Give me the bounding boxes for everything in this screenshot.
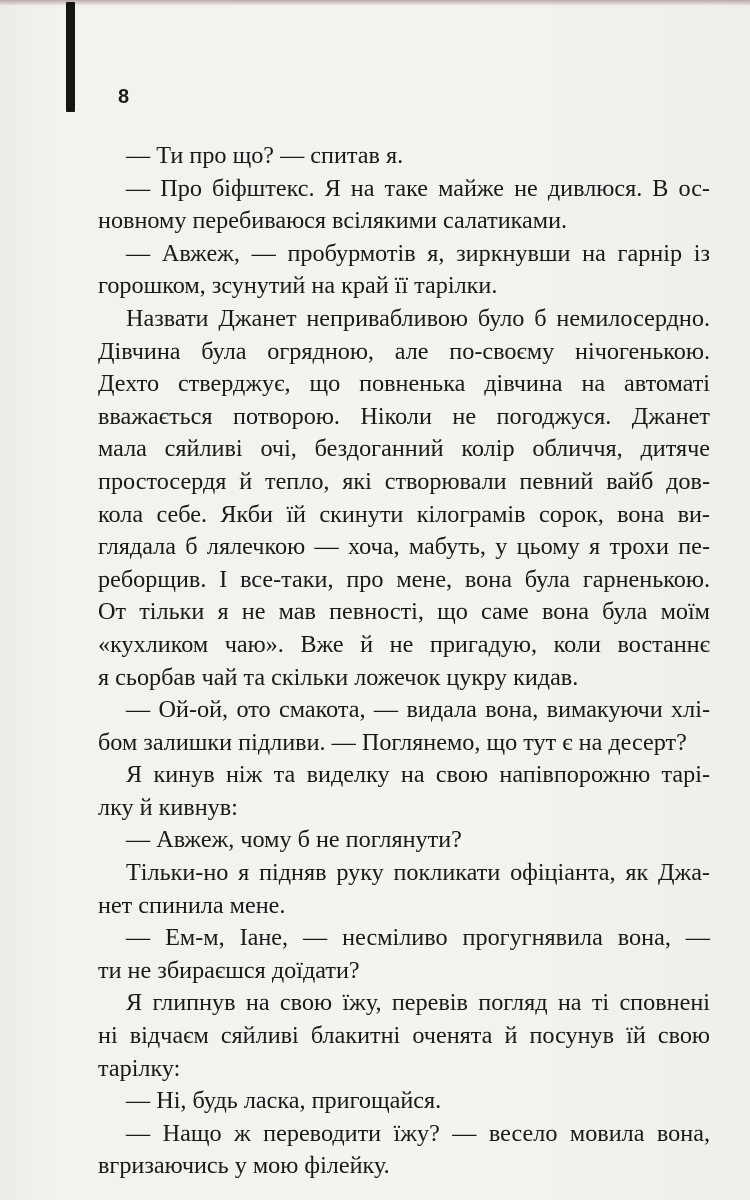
paragraph bbox=[98, 173, 710, 238]
text-line: От тільки я не мав певності, що саме вона була моїм bbox=[98, 598, 710, 626]
text-line: горошком, зсунутий на край її тарілки. bbox=[98, 272, 498, 300]
page-number: 8 bbox=[118, 86, 130, 108]
paragraph bbox=[98, 1118, 710, 1183]
paragraph bbox=[98, 303, 710, 694]
paragraph bbox=[98, 140, 710, 173]
paragraph bbox=[98, 694, 710, 759]
text-line: ні відчаєм сяйливі блакитні оченята й посунув їй свою bbox=[98, 1022, 710, 1050]
text-line: новному перебиваюся всілякими салатиками. bbox=[98, 207, 568, 235]
text-line: Дівчина була огрядною, але по-своєму нічогенькою. bbox=[98, 337, 710, 365]
text-line: я сьорбав чай та скільки ложечок цукру кидав. bbox=[98, 663, 579, 691]
text-line: реборщив. І все-таки, про мене, вона була гарненькою. bbox=[98, 565, 710, 593]
text-line: — Авжеж, — пробурмотів я, зиркнувши на гарнір із bbox=[126, 239, 710, 267]
text-line: кола себе. Якби їй скинути кілограмів сорок, вона ви- bbox=[98, 500, 710, 528]
text-line: простосердя й тепло, які створювали певний вайб дов- bbox=[98, 467, 710, 495]
text-line: тарілку: bbox=[98, 1054, 181, 1082]
text-line: — Ні, будь ласка, пригощайся. bbox=[126, 1087, 442, 1115]
page-top-edge bbox=[0, 0, 750, 6]
paragraph bbox=[98, 987, 710, 1085]
text-line: лку й кивнув: bbox=[98, 793, 238, 821]
paragraph bbox=[98, 922, 710, 987]
text-line: «кухликом чаю». Вже й не пригадую, коли востаннє bbox=[98, 630, 710, 658]
text-line: — Ой-ой, ото смакота, — видала вона, вимакуючи хлі- bbox=[126, 696, 710, 724]
text-line: бом залишки підливи. — Поглянемо, що тут є на десерт? bbox=[98, 728, 687, 756]
text-line: Я глипнув на свою їжу, перевів погляд на ті сповнені bbox=[126, 989, 710, 1017]
text-line: Тільки-но я підняв руку покликати офіціанта, як Джа- bbox=[126, 859, 710, 887]
body-text bbox=[98, 140, 710, 1183]
text-line: — Авжеж, чому б не поглянути? bbox=[126, 826, 462, 854]
paragraph bbox=[98, 824, 710, 857]
text-line: — Ти про що? — спитав я. bbox=[126, 142, 404, 169]
text-line: вважається потворою. Ніколи не погоджуся. Джанет bbox=[98, 402, 710, 430]
text-line: вгризаючись у мою філейку. bbox=[98, 1152, 390, 1180]
paragraph bbox=[98, 238, 710, 303]
binding-marker bbox=[66, 2, 75, 112]
text-line: — Нащо ж переводити їжу? — весело мовила вона, bbox=[126, 1119, 710, 1147]
text-line: ти не збираєшся доїдати? bbox=[98, 956, 360, 984]
text-line: нет спинила мене. bbox=[98, 891, 286, 919]
paragraph bbox=[98, 1085, 710, 1118]
text-line: — Ем-м, Іане, — несміливо прогугнявила вона, — bbox=[126, 924, 710, 952]
text-line: Я кинув ніж та виделку на свою напівпорожню тарі- bbox=[126, 761, 710, 789]
paragraph bbox=[98, 759, 710, 824]
text-line: мала сяйливі очі, бездоганний колір обличчя, дитяче bbox=[98, 435, 710, 463]
text-line: Назвати Джанет непривабливою було б немилосердно. bbox=[126, 304, 710, 332]
text-line: — Про біфштекс. Я на таке майже не дивлюся. В ос- bbox=[126, 174, 710, 202]
text-line: Дехто стверджує, що повненька дівчина на автоматі bbox=[98, 370, 710, 398]
text-line: глядала б лялечкою — хоча, мабуть, у цьому я трохи пе- bbox=[98, 533, 710, 561]
paragraph bbox=[98, 857, 710, 922]
